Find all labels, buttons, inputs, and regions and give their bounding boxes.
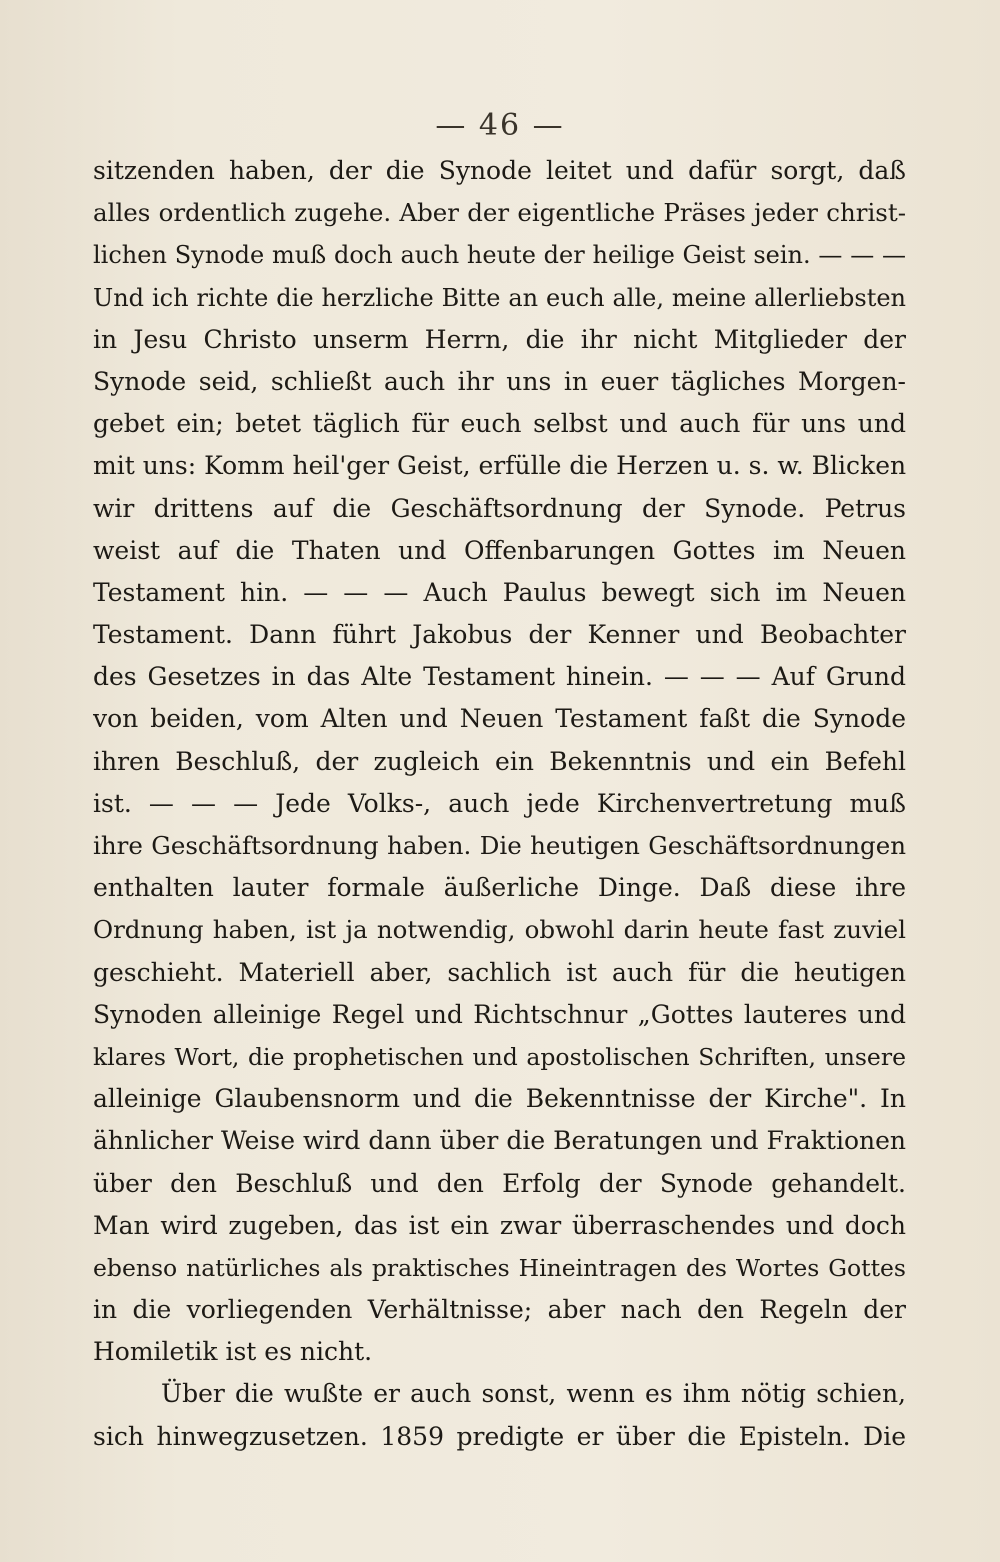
text-line: enthalten lauter formale äußerliche Dinge. Daß diese ihre (93, 873, 906, 903)
paragraph-start-line: Über die wußte er auch sonst, wenn es ihm nötig schien, (161, 1379, 906, 1409)
text-line: Testament hin. — — — Auch Paulus bewegt sich im Neuen (93, 577, 906, 607)
text-line: geschieht. Materiell aber, sachlich ist auch für die heutigen (93, 957, 906, 987)
text-line: alleinige Glaubensnorm und die Bekenntnisse der Kirche". In (93, 1084, 906, 1114)
text-line: ebenso natürliches als praktisches Hineintragen des Wortes Gottes (93, 1253, 906, 1282)
text-line: Man wird zugeben, das ist ein zwar überraschendes und doch (93, 1210, 906, 1240)
text-line: sich hinwegzusetzen. 1859 predigte er über die Episteln. Die (93, 1421, 906, 1451)
page-number: — 46 — (435, 108, 565, 143)
text-line: Testament. Dann führt Jakobus der Kenner und Beobachter (93, 620, 906, 650)
text-line: ihren Beschluß, der zugleich ein Bekenntnis und ein Befehl (93, 746, 906, 776)
text-line: mit uns: Komm heil'ger Geist, erfülle die Herzen u. s. w. Blicken (93, 451, 906, 481)
text-line: lichen Synode muß doch auch heute der heilige Geist sein. — — — (93, 241, 906, 270)
text-line: über den Beschluß und den Erfolg der Synode gehandelt. (93, 1168, 906, 1198)
text-line: weist auf die Thaten und Offenbarungen Gottes im Neuen (93, 535, 906, 565)
text-line: ähnlicher Weise wird dann über die Beratungen und Fraktionen (93, 1126, 906, 1156)
text-line: Synoden alleinige Regel und Richtschnur „Gottes lauteres und (93, 999, 906, 1029)
paragraph-end-line: Homiletik ist es nicht. (93, 1337, 373, 1367)
text-line: in die vorliegenden Verhältnisse; aber nach den Regeln der (93, 1295, 906, 1325)
text-line: ihre Geschäftsordnung haben. Die heutigen Geschäftsordnungen (93, 831, 906, 860)
text-line: in Jesu Christo unserm Herrn, die ihr nicht Mitglieder der (93, 324, 906, 354)
text-line: des Gesetzes in das Alte Testament hinein. — — — Auf Grund (93, 662, 906, 692)
body-text (93, 150, 906, 1458)
text-line: alles ordentlich zugehe. Aber der eigentliche Präses jeder christ- (93, 198, 906, 228)
text-line: Ordnung haben, ist ja notwendig, obwohl darin heute fast zuviel (93, 915, 906, 945)
text-line: sitzenden haben, der die Synode leitet und dafür sorgt, daß (93, 156, 906, 185)
text-line: Synode seid, schließt auch ihr uns in euer tägliches Morgen- (93, 366, 906, 396)
text-line: wir drittens auf die Geschäftsordnung der Synode. Petrus (93, 493, 906, 523)
text-line: von beiden, vom Alten und Neuen Testament faßt die Synode (93, 704, 906, 734)
text-line: ist. — — — Jede Volks-, auch jede Kirchenvertretung muß (93, 788, 906, 818)
text-line: gebet ein; betet täglich für euch selbst und auch für uns und (93, 409, 906, 439)
text-line: klares Wort, die prophetischen und apostolischen Schriften, unsere (93, 1042, 906, 1071)
text-line: Und ich richte die herzliche Bitte an euch alle, meine allerliebsten (93, 283, 906, 312)
